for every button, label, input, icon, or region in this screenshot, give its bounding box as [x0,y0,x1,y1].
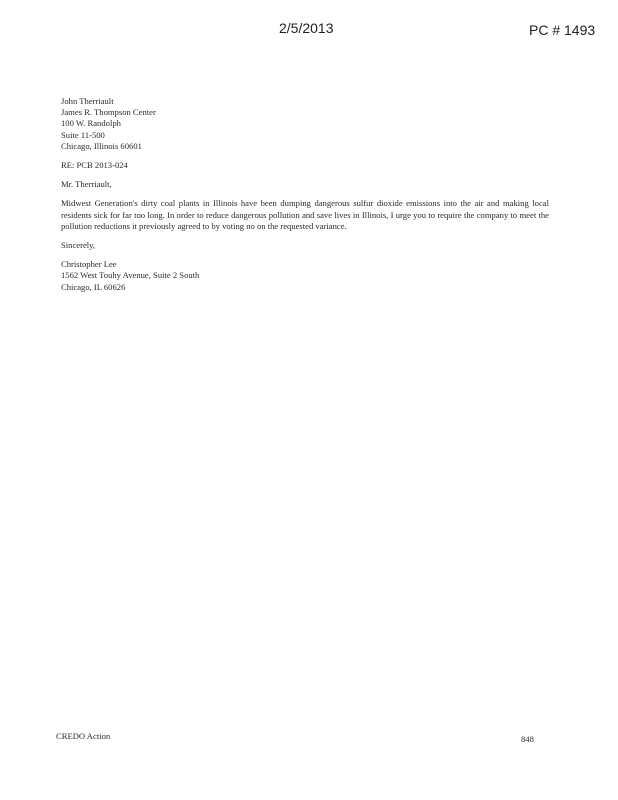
re-line: RE: PCB 2013-024 [61,160,128,171]
page-number: 848 [521,734,534,744]
letter [61,96,549,293]
signer-city: Chicago, IL 60626 [61,281,126,292]
salutation: Mr. Therriault, [61,179,112,190]
recipient-building: James R. Thompson Center [61,107,156,118]
recipient-city: Chicago, Illinois 60601 [61,140,142,151]
recipient-suite: Suite 11-500 [61,129,105,140]
page-header [0,20,618,44]
footer-organization: CREDO Action [56,731,111,741]
document-date: 2/5/2013 [279,20,334,36]
signer-street: 1562 West Touhy Avenue, Suite 2 South [61,270,200,281]
recipient-address [61,96,549,152]
signature-block [61,259,549,293]
letter-body: Midwest Generation's dirty coal plants in Illinois have been dumping dangerous sulfur dioxide emissions into the air and making local residents sick for far too long. In order to reduce dangerous pollution and save lives in Illinois, I urge you to require the company to meet the pollution reductions it previously agreed to by voting no on the requested variance. [61,198,549,231]
signer-name: Christopher Lee [61,259,117,270]
closing: Sincerely, [61,240,96,251]
recipient-street: 100 W. Randolph [61,118,121,129]
recipient-name: John Therriault [61,96,114,106]
pc-number: PC # 1493 [529,22,596,38]
